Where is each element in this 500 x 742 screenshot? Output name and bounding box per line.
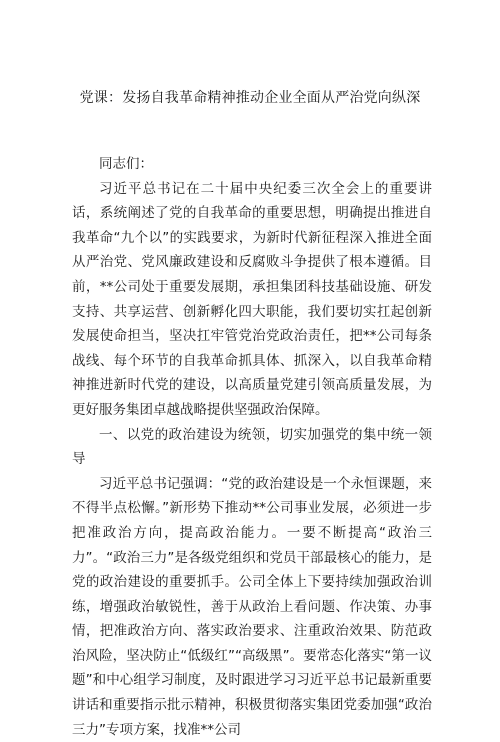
paragraph-section-1: 习近平总书记强调：“党的政治建设是一个永恒课题，来不得半点松懈。”新形势下推动**公司事业发展，必须进一步把准政治方向，提高政治能力。一要不断提高“政治三力”。“政治三力”是各级党组织和党员干部最核心的能力，是党的政治建设的重要抓手。公司全体上下要持续加强政治训练，增强政治敏锐性，善于从政治上看问题、作决策、办事情，把准政治方向、落实政治要求、注重政治效果、防范政治风险，坚决防止“低级红”“高级黑”。要常态化落实“第一议题”和中心组学习制度，及时跟进学习习近平总书记最新重要讲话和重要指示批示精神，积极贯彻落实集团党委加强“政治三力”专项方案，找准**公司 — [72, 475, 432, 738]
document-body — [72, 152, 432, 742]
paragraph-intro: 习近平总书记在二十届中央纪委三次全会上的重要讲话，系统阐述了党的自我革命的重要思想，明确提出推进自我革命“九个以”的实践要求，为新时代新征程深入推进全面从严治党、党风廉政建设和反腐败斗争提供了根本遵循。目前，**公司处于重要发展期，承担集团科技基础设施、研发支持、共享运营、创新孵化四大职能，我们要切实扛起创新发展使命担当，坚决扛牢管党治党政治责任，把**公司每条战线、每个环节的自我革命抓具体、抓深入，以自我革命精神推进新时代党的建设，以高质量党建引领高质量发展，为更好服务集团卓越战略提供坚强政治保障。 — [72, 180, 432, 418]
salutation: 同志们： — [99, 156, 153, 172]
document-title: 党课：发扬自我革命精神推动企业全面从严治党向纵深 — [79, 90, 421, 106]
section-heading-1: 一、以党的政治建设为统领，切实加强党的集中统一领导 — [72, 426, 432, 468]
